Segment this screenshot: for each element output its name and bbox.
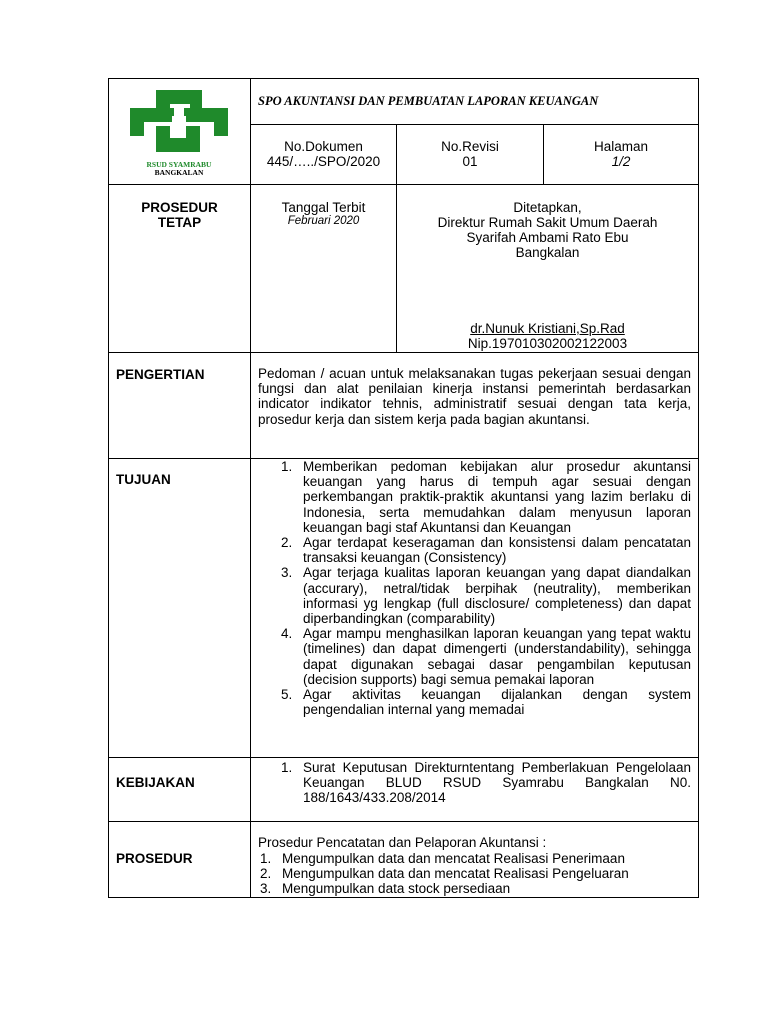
list-item: 1. Surat Keputusan Direkturntentang Pemberlakuan Pengelolaan Keuangan BLUD RSUD Syamrabu Bangkalan N0. 188/1643/433.208/2014 <box>281 760 691 806</box>
direktur-line2: Syarifah Ambami Rato Ebu <box>466 230 629 245</box>
revision-number <box>397 139 543 169</box>
document-number <box>251 139 396 169</box>
list-item: 5. Agar aktivitas keuangan dijalankan dengan system pengendalian internal yang memadai <box>281 687 691 718</box>
row-divider <box>108 821 699 822</box>
pengertian-text: Pedoman / acuan untuk melaksanakan tugas pekerjaan sesuai dengan fungsi dan alat penilaian kinerja instansi pemerintah berdasarkan indicator indikator tehnis, administratif sesuai dengan tata kerja, prosedur kerja dan sistem kerja pada bagian akuntansi. <box>258 366 691 427</box>
page-value: 1/2 <box>611 154 631 169</box>
prosedur-intro: Prosedur Pencatatan dan Pelaporan Akuntansi : <box>258 835 547 850</box>
logo-caption-line2: BANGKALAN <box>154 168 204 177</box>
hospital-logo <box>126 86 232 176</box>
signer-nip: Nip.197010302002122003 <box>467 336 628 351</box>
logo-caption <box>126 161 232 177</box>
row-divider <box>250 124 699 125</box>
page-number <box>544 139 698 169</box>
tujuan-item-4: Agar mampu menghasilkan laporan keuangan yang tepat waktu (timelines) dan dapat dimengerti (understandability), sehingga dapat digunakan sebagai dasar pengambilan keputusan (decision supports) bagi semua pemakai laporan <box>303 626 691 687</box>
revision-label: No.Revisi <box>441 139 499 154</box>
tujuan-item-5: Agar aktivitas keuangan dijalankan dengan system pengendalian internal yang memadai <box>303 687 691 718</box>
document-title: SPO AKUNTANSI DAN PEMBUATAN LAPORAN KEUANGAN <box>258 94 599 108</box>
list-item: 3. Agar terjaga kualitas laporan keuangan yang dapat diandalkan (accurary), netral/tidak berpihak (neutrality), memberikan informasi yg lengkap (full disclosure/ completeness) dan dapat diperbandingkan (comparability) <box>281 565 691 627</box>
revision-value: 01 <box>462 154 478 169</box>
prosedur-tetap-label <box>109 200 250 230</box>
table-border-bottom <box>108 897 699 898</box>
prosedur-tetap-line1: PROSEDUR <box>141 200 218 215</box>
prosedur-item-2: Mengumpulkan data dan mencatat Realisasi Pengeluaran <box>282 866 629 882</box>
pengertian-label: PENGERTIAN <box>116 367 205 382</box>
document-number-label: No.Dokumen <box>284 139 363 154</box>
kebijakan-list <box>281 760 691 806</box>
direktur-line1: Direktur Rumah Sakit Umum Daerah <box>437 215 658 230</box>
tujuan-list <box>281 459 691 717</box>
row-divider <box>108 352 699 353</box>
rsud-logo-icon <box>126 86 232 156</box>
prosedur-item-1: Mengumpulkan data dan mencatat Realisasi Penerimaan <box>282 851 625 866</box>
page-label: Halaman <box>593 139 649 154</box>
row-divider <box>108 184 699 185</box>
kebijakan-item-1: Surat Keputusan Direkturntentang Pemberlakuan Pengelolaan Keuangan BLUD RSUD Syamrabu Bangkalan N0. 188/1643/433.208/2014 <box>303 760 691 806</box>
signature-block <box>397 321 698 351</box>
tanggal-terbit-label: Tanggal Terbit <box>281 200 366 215</box>
tanggal-terbit <box>251 200 396 228</box>
kebijakan-label: KEBIJAKAN <box>116 775 195 790</box>
list-item: 4. Agar mampu menghasilkan laporan keuangan yang tepat waktu (timelines) dan dapat dimengerti (understandability), sehingga dapat digunakan sebagai dasar pengambilan keputusan (decision supports) bagi semua pemakai laporan <box>281 626 691 687</box>
ditetapkan-block <box>397 200 698 260</box>
tujuan-label: TUJUAN <box>116 472 171 487</box>
document-number-value: 445/…../SPO/2020 <box>266 154 381 169</box>
table-border-right <box>698 78 699 898</box>
signer-name: dr.Nunuk Kristiani,Sp.Rad <box>470 321 625 336</box>
list-item: 2. Agar terdapat keseragaman dan konsistensi dalam pencatatan transaksi keuangan (Consistency) <box>281 535 691 566</box>
tujuan-item-1: Memberikan pedoman kebijakan alur prosedur akuntansi keuangan yang harus di tempuh agar sesuai dengan perkembangan praktik-praktik akuntansi yang lazim berlaku di Indonesia, serta memudahkan dalam menyusun laporan keuangan bagi staf Akuntansi dan Keuangan <box>303 459 691 535</box>
prosedur-label: PROSEDUR <box>116 851 193 866</box>
tujuan-item-2: Agar terdapat keseragaman dan konsistensi dalam pencatatan transaksi keuangan (Consistency) <box>303 535 691 566</box>
list-item: 3. Mengumpulkan data stock persediaan <box>260 881 511 897</box>
prosedur-tetap-line2: TETAP <box>157 215 202 230</box>
row-divider <box>108 757 699 758</box>
list-item: 1. Memberikan pedoman kebijakan alur prosedur akuntansi keuangan yang harus di tempuh agar sesuai dengan perkembangan praktik-praktik akuntansi yang lazim berlaku di Indonesia, serta memudahkan dalam menyusun laporan keuangan bagi staf Akuntansi dan Keuangan <box>281 459 691 535</box>
prosedur-item-3: Mengumpulkan data stock persediaan <box>282 881 511 897</box>
direktur-line3: Bangkalan <box>515 245 580 260</box>
prosedur-list <box>258 851 691 897</box>
list-item: 2. Mengumpulkan data dan mencatat Realisasi Pengeluaran <box>260 866 629 882</box>
ditetapkan-text: Ditetapkan, <box>513 200 582 215</box>
tanggal-terbit-value: Februari 2020 <box>287 215 360 227</box>
tujuan-item-3: Agar terjaga kualitas laporan keuangan yang dapat diandalkan (accurary), netral/tidak berpihak (neutrality), memberikan informasi yg lengkap (full disclosure/ completeness) dan dapat diperbandingkan (comparability) <box>303 565 691 627</box>
list-item: 1. Mengumpulkan data dan mencatat Realisasi Penerimaan <box>260 851 625 866</box>
table-border-top <box>108 78 699 79</box>
logo-caption-line1: RSUD SYAMRABU <box>146 160 212 169</box>
